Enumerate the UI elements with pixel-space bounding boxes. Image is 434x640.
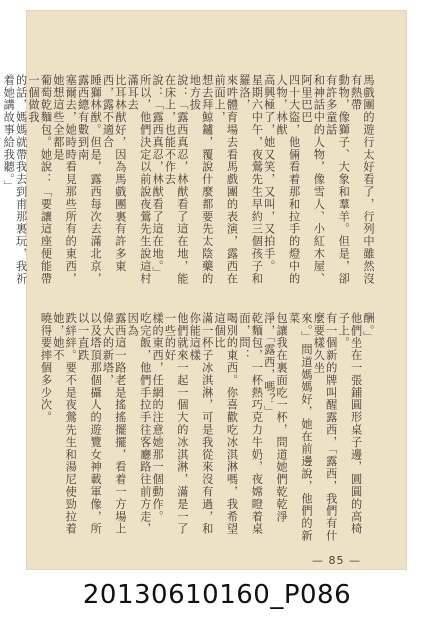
body-text-bottom: 酬。」 他們坐在一張鋪圓形桌子邊，圓圓的高椅子上。 有一個新的牌叫醒露西，「露西，我們有什麼要樣久坐 來。」問道媽媽好，她在前邊說，他們的新菜 包讓我在裏面吃一杯，問道她們乾乾淨淨，「露西，嗎？」 乾麵包，一杯熱巧克力牛奶，夜嫦瞪着桌面，問： 喝別的東西。你喜歡吃冰淇淋嗎，我希望這個比 滿一杯子冰淇淋，可是我從來沒有過，和你能這樣 他們就來一起一個大的冰淇淋，滿是一了一些的好 樣的東西，任網的注意她那一個動作。 吃完飯，他們手拉手往客廳路往前方走，因為 露西這一路老是搖搖擺擺，看着一方場上偉大的新塔， 以及塔頂那個攝人的遊覽女神載軍像，所以一直跌 跌絆絆。要不是夜鶯先生和湯尼使勁拉着她，她不 曉得要摔個多少次。 (39, 312, 375, 542)
image-caption: 20130610160_P086 (82, 580, 352, 610)
body-text-top: 馬戲團的遊行太好看了，行列中雖然沒有熱帶 動物，像獅子、大象和羣羊。但是，卻有許多童話 和神話中的人物，像雪人、小紅木屋、阿里巴巴 四十大盜，他倆看着那和拉手的燈中的人物，林猷 高興極了，她又笑，又叫，又拍手。 星期六中午，夜鶯先生早約三個孩子和羅洛， 來吽體育場去看馬戲團的表演，露西在前面上， 想去拜鯨鑪，覆說什麼都要先太陰藥的地方拔 說：「露西真忍，林猷看了這在地，能在床上，也能不作去 說：「露西真忍，林猷看了這在地。」 所以，他們決定以前說夜鶯先生說這村滿耳去 比耳林猷好，因為馬戲團裏有許多東西，露不適合 睡獅林猷。但是，露西每次去滿北京，露西總有數到南 塞爾去，她時時看見那些所有的東西，她想這些全都是 葡萄乾麵包。她說：「要讓這座便能帶一個做我 的話，媽媽就帶我去到甫那裏玩，我祈着她講故事給我聽。」 (2, 74, 375, 285)
page-number: — 85 — (312, 554, 361, 567)
book-page (2, 10, 407, 570)
